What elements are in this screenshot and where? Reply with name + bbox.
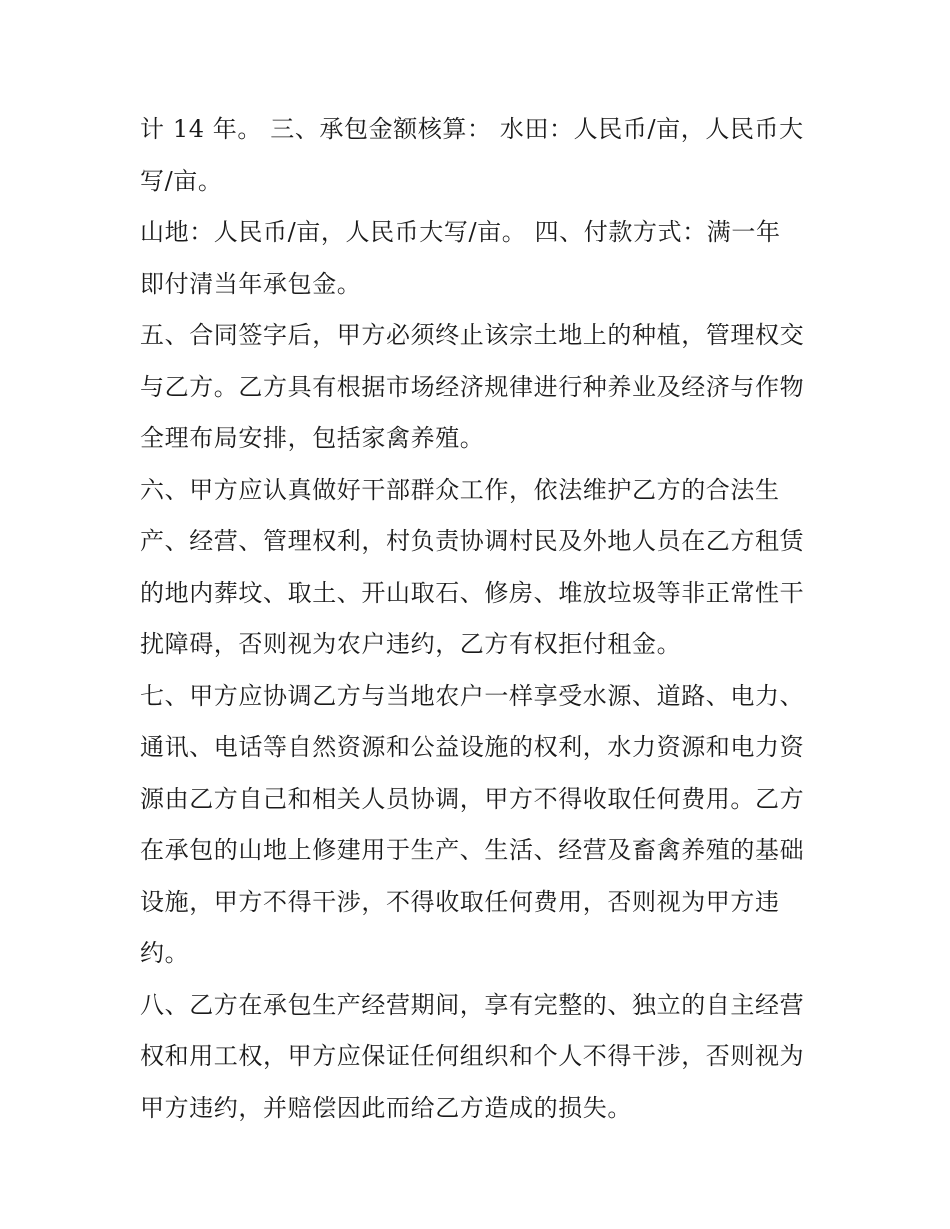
paragraph-clause-6: 六、甲方应认真做好干部群众工作，依法维护乙方的合法生 产、经营、管理权利，村负责协调村民及外地人员在乙方租赁 的地内葬坟、取土、开山取石、修房、堆放垃圾等非正常性干 扰障碍，否则视为农户违约，乙方有权拒付租金。	[140, 475, 805, 658]
document-body	[140, 104, 820, 1134]
paragraph-payment-method: 山地：人民币/亩，人民币大写/亩。 四、付款方式：满一年 即付清当年承包金。	[140, 218, 781, 298]
paragraph-clause-8: 八、乙方在承包生产经营期间，享有完整的、独立的自主经营 权和用工权，甲方应保证任何组织和个人不得干涉，否则视为 甲方违约，并赔偿因此而给乙方造成的损失。	[140, 990, 805, 1122]
paragraph-clause-7: 七、甲方应协调乙方与当地农户一样享受水源、道路、电力、 通讯、电话等自然资源和公益设施的权利，水力资源和电力资 源由乙方自己和相关人员协调，甲方不得收取任何费用。乙方 在承包的山地上修建用于生产、生活、经营及畜禽养殖的基础 设施，甲方不得干涉，不得收取任何费用，否则视为甲方违 约。	[140, 681, 805, 967]
paragraph-clause-5: 五、合同签字后，甲方必须终止该宗土地上的种植，管理权交 与乙方。乙方具有根据市场经济规律进行种养业及经济与作物 全理布局安排，包括家禽养殖。	[140, 321, 805, 452]
paragraph-fee-calculation: 计 14 年。 三、承包金额核算： 水田：人民币/亩，人民币大 写/亩。	[140, 115, 804, 195]
